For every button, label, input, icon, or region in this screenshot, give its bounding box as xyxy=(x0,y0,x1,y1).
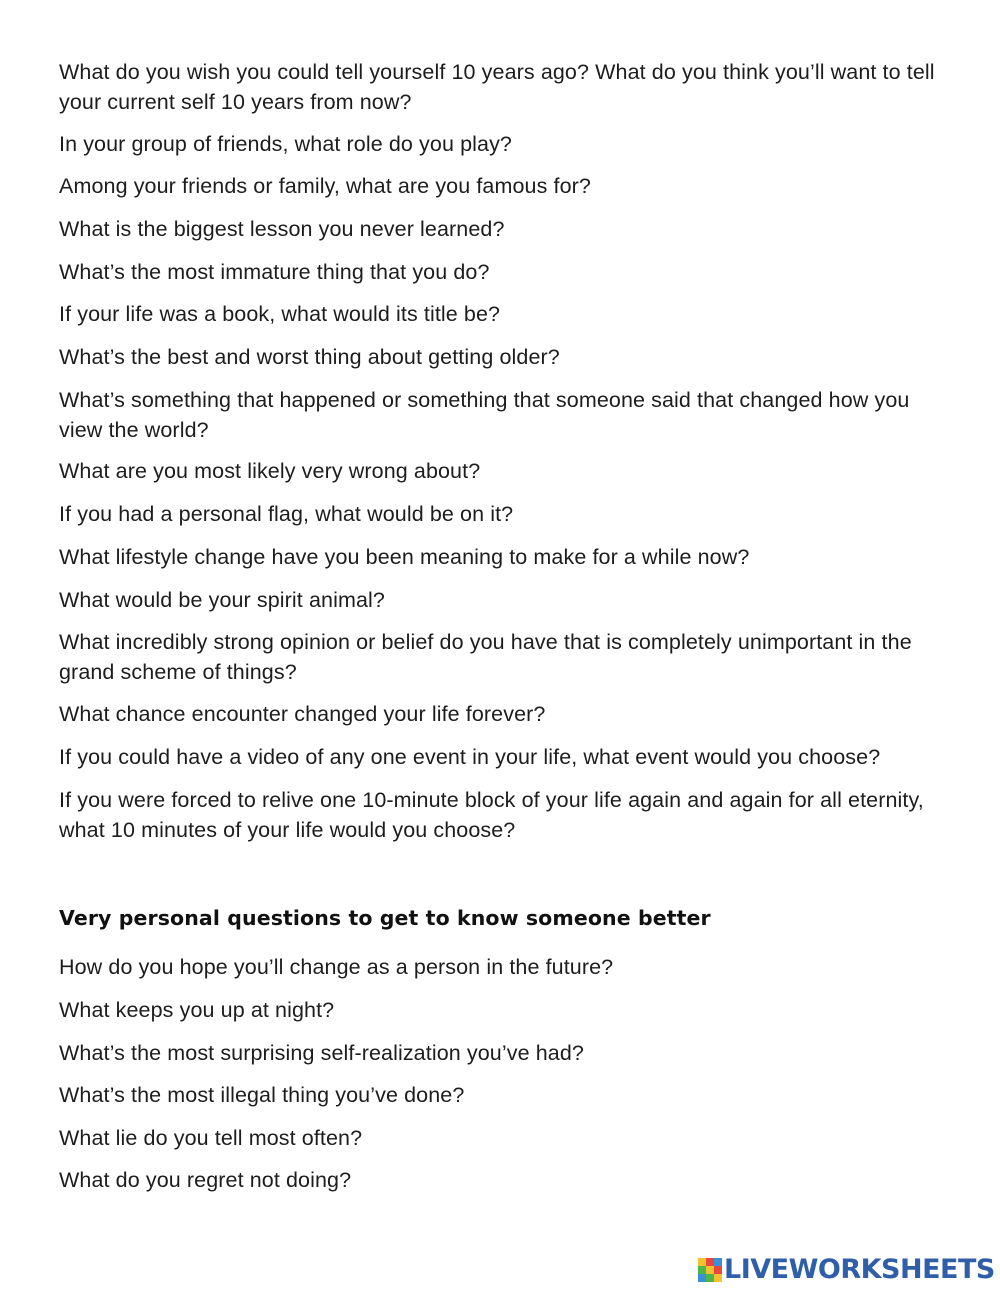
question-item: What lie do you tell most often? xyxy=(59,1126,363,1150)
question-item: If your life was a book, what would its title be? xyxy=(59,302,501,326)
question-item: What do you regret not doing? xyxy=(59,1168,352,1192)
question-item: What would be your spirit animal? xyxy=(59,588,385,612)
liveworksheets-logo[interactable] xyxy=(698,1255,995,1285)
question-item: How do you hope you’ll change as a person in the future? xyxy=(59,955,614,979)
section-heading: Very personal questions to get to know someone better xyxy=(59,906,711,930)
liveworksheets-logo-text: LIVEWORKSHEETS xyxy=(724,1254,995,1285)
question-item: What incredibly strong opinion or belief do you have that is completely unimportant in the grand scheme of things? xyxy=(59,630,912,684)
question-item: What’s the best and worst thing about getting older? xyxy=(59,345,560,369)
question-item: If you were forced to relive one 10-minute block of your life again and again for all eternity, what 10 minutes of your life would you choose? xyxy=(59,788,924,842)
question-item: What chance encounter changed your life forever? xyxy=(59,702,546,726)
question-item: If you had a personal flag, what would be on it? xyxy=(59,502,514,526)
question-item: What’s something that happened or something that someone said that changed how you view the world? xyxy=(59,388,910,442)
liveworksheets-logo-icon xyxy=(698,1258,722,1282)
question-item: Among your friends or family, what are you famous for? xyxy=(59,174,591,198)
question-item: What’s the most surprising self-realization you’ve had? xyxy=(59,1041,584,1065)
question-item: What’s the most immature thing that you do? xyxy=(59,260,490,284)
question-item: What is the biggest lesson you never learned? xyxy=(59,217,505,241)
question-item: What keeps you up at night? xyxy=(59,998,335,1022)
question-item: What are you most likely very wrong about? xyxy=(59,459,481,483)
question-item: What lifestyle change have you been meaning to make for a while now? xyxy=(59,545,750,569)
question-item: In your group of friends, what role do you play? xyxy=(59,132,512,156)
question-item: What’s the most illegal thing you’ve done? xyxy=(59,1083,465,1107)
question-item: If you could have a video of any one event in your life, what event would you choose? xyxy=(59,745,881,769)
question-item: What do you wish you could tell yourself 10 years ago? What do you think you’ll want to tell your current self 10 years from now? xyxy=(59,60,935,114)
